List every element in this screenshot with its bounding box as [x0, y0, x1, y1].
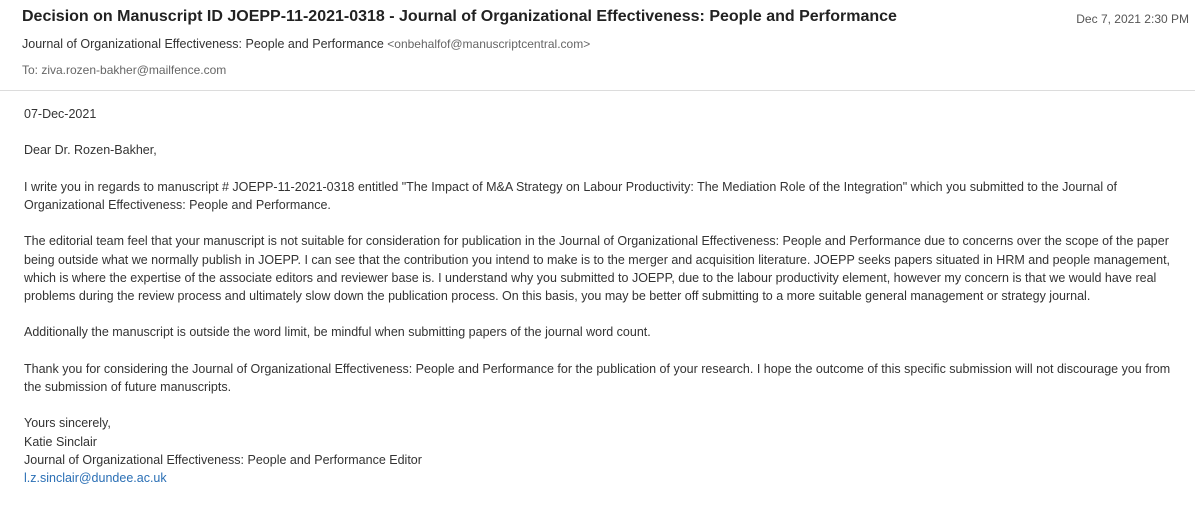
body-paragraph-3: Additionally the manuscript is outside the word limit, be mindful when submitting papers of the journal word count. [24, 325, 651, 340]
message-subject: Decision on Manuscript ID JOEPP-11-2021-0318 - Journal of Organizational Effectiveness: People and Performance [22, 8, 897, 25]
signature-email-link[interactable]: l.z.sinclair@dundee.ac.uk [24, 470, 167, 485]
sender-name[interactable]: Journal of Organizational Effectiveness: People and Performance [22, 37, 384, 51]
body-paragraph-1: I write you in regards to manuscript # JOEPP-11-2021-0318 entitled "The Impact of M&A Strategy on Labour Productivity: The Mediation Role of the Integration" which you submitted to the Journal of Organizational Effectiveness: People and Performance. [24, 179, 1118, 212]
body-date: 07-Dec-2021 [24, 107, 97, 121]
body-paragraph-2: The editorial team feel that your manuscript is not suitable for consideration for publication in the Journal of Organizational Effectiveness: People and Performance due to concerns over the scope of the paper being outside what we normally publish in JOEPP. I can see that the contribution you intend to make is to the merger and acquisition literature. JOEPP seeks papers situated in HRM and people management, which is where the expertise of the associate editors and reviewer base is. I understand why you submitted to JOEPP, due to the labour productivity element, however my concern is that we would have real problems during the review process and ultimately slow down the publication process. On this basis, you may be better off submitting to a more suitable general management or strategy journal. [24, 234, 1171, 303]
message-from[interactable] [22, 37, 590, 51]
signature-name: Katie Sinclair [24, 434, 97, 449]
message-body [24, 105, 1184, 487]
message-header [0, 0, 1195, 91]
body-greeting: Dear Dr. Rozen-Bakher, [24, 143, 157, 158]
message-recipient[interactable]: To: ziva.rozen-bakher@mailfence.com [22, 63, 227, 77]
sender-email[interactable]: <onbehalfof@manuscriptcentral.com> [387, 37, 591, 51]
body-paragraph-4: Thank you for considering the Journal of Organizational Effectiveness: People and Performance for the publication of your research. I hope the outcome of this specific submission will not discourage you from the submission of future manuscripts. [24, 361, 1171, 394]
message-date: Dec 7, 2021 2:30 PM [1076, 12, 1189, 26]
signature-title: Journal of Organizational Effectiveness: People and Performance Editor [24, 452, 422, 467]
signature [24, 414, 1184, 487]
signature-closing: Yours sincerely, [24, 416, 111, 431]
